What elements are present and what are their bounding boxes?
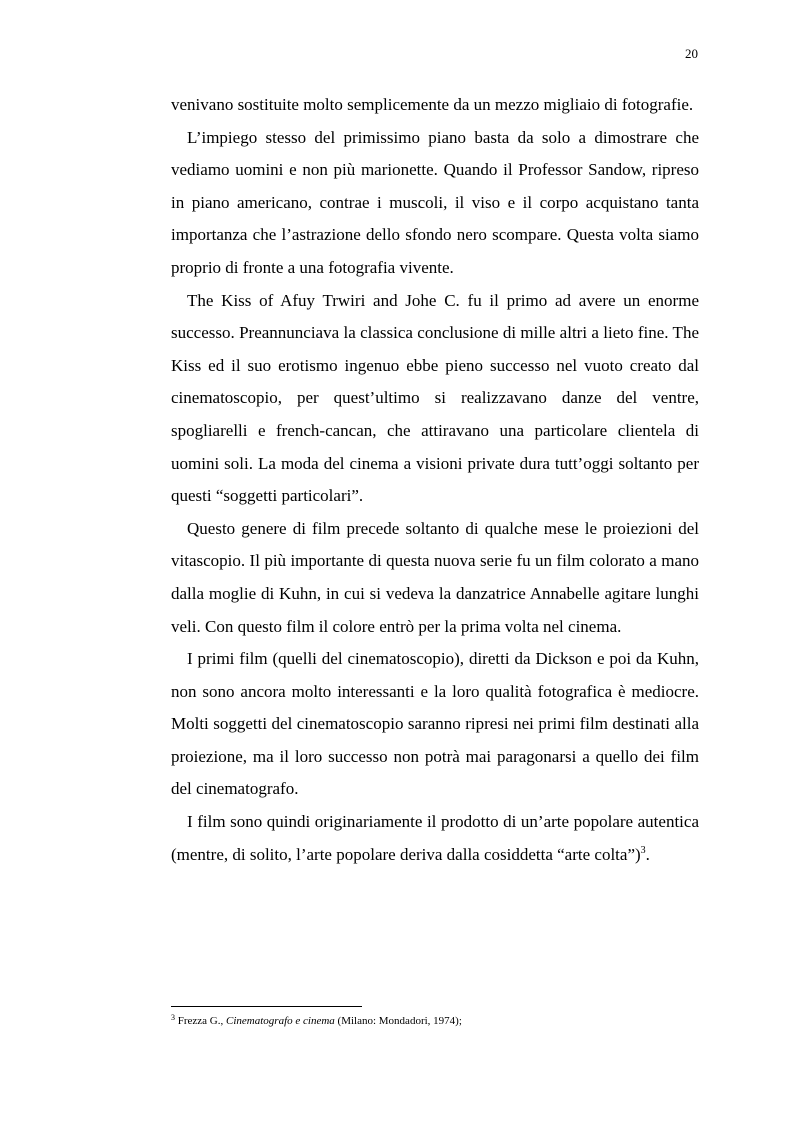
paragraph: Questo genere di film precede soltanto di qualche mese le proiezioni del vitascopio. Il più importante di questa nuova serie fu un film colorato a mano dalla moglie di Kuhn, in cui si vedeva la danzatrice Annabelle agitare lunghi veli. Con questo film il colore entrò per la prima volta nel cinema.	[171, 518, 699, 636]
paragraph-text: I film sono quindi originariamente il prodotto di un’arte popolare autentica (mentre, di solito, l’arte popolare deriva dalla cosiddetta “arte colta”)	[171, 812, 699, 864]
footnote-mark: 3	[171, 1013, 175, 1022]
paragraph: The Kiss of Afuy Trwiri and Johe C. fu il primo ad avere un enorme successo. Preannunciava la classica conclusione di mille altri a lieto fine. The Kiss ed il suo erotismo ingenuo ebbe pieno successo nel vuoto creato dal cinematoscopio, per quest’ultimo si realizzavano danze del ventre, spogliarelli e french-cancan, che attiravano una particolare clientela di uomini soli. La moda del cinema a visioni private dura tutt’oggi soltanto per questi “soggetti particolari”.	[171, 290, 699, 506]
paragraph-tail: .	[645, 844, 650, 864]
page-number: 20	[685, 46, 698, 61]
footnote-details: (Milano: Mondadori, 1974);	[334, 1015, 462, 1027]
footnote-reference: 3	[640, 844, 646, 856]
body-text	[171, 89, 699, 871]
footnote	[171, 1014, 699, 1028]
paragraph: I primi film (quelli del cinematoscopio), diretti da Dickson e poi da Kuhn, non sono ancora molto interessanti e la loro qualità fotografica è mediocre. Molti soggetti del cinematoscopio saranno ripresi nei primi film destinati alla proiezione, ma il loro successo non potrà mai paragonarsi a quello dei film del cinematografo.	[171, 649, 699, 799]
paragraph-with-footnote	[171, 806, 699, 871]
paragraph: L’impiego stesso del primissimo piano basta da solo a dimostrare che vediamo uomini e non più marionette. Quando il Professor Sandow, ripreso in piano americano, contrae i muscoli, il viso e il corpo acquistano tanta importanza che l’astrazione dello sfondo nero scompare. Questa volta siamo proprio di fronte a una fotografia vivente.	[171, 127, 699, 277]
footnote-title: Cinematografo e cinema	[226, 1015, 335, 1027]
footnote-author: Frezza G.,	[177, 1015, 227, 1027]
paragraph: venivano sostituite molto semplicemente da un mezzo migliaio di fotografie.	[171, 95, 694, 114]
footnote-divider	[171, 1006, 362, 1007]
